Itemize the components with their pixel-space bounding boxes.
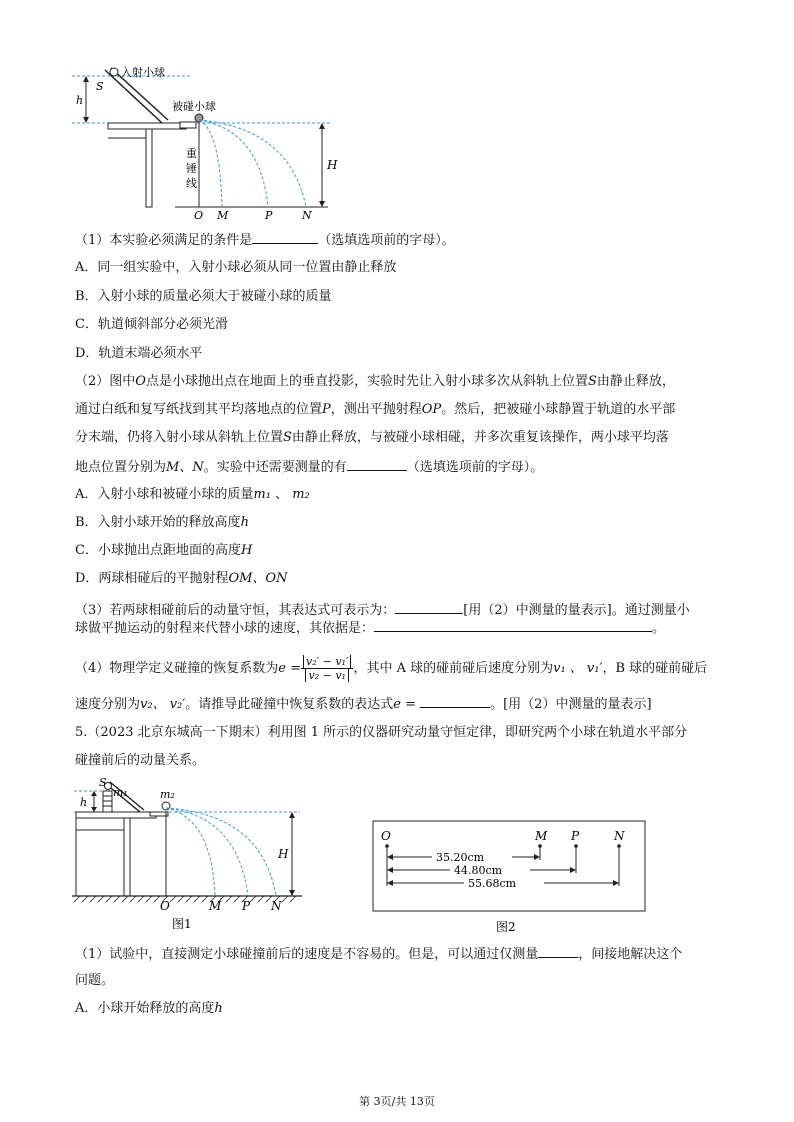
q3-line-1: （3）若两球相碰前后的动量守恒，其表达式可表示为： [用（2）中测量的量表示]。通过测量小 [75, 599, 690, 621]
q2-line-1: （2）图中O点是小球抛出点在地面上的垂直投影，实验时先让入射小球多次从斜轨上位置S由静止释放， [75, 374, 675, 389]
q2-line-4: 地点位置分别为M、N。实验中还需要测量的有 （选填选项前的字母）。 [75, 456, 543, 478]
fig2-distance-OP: 44.80cm [454, 864, 503, 877]
q5-1-line-2: 问题。 [75, 973, 115, 988]
fig1-label-m2: m₂ [160, 788, 175, 801]
fig1-point-O: O [160, 899, 170, 913]
fig1-label-H: H [278, 847, 289, 861]
point-O: O [194, 209, 204, 220]
q2-option-d: D．两球相碰后的平抛射程OM、ON [75, 571, 288, 586]
label-plumb-1: 重 [186, 147, 197, 160]
label-H: H [327, 158, 338, 172]
fig1-label-h: h [80, 796, 88, 809]
fig2-caption: 图2 [496, 920, 516, 934]
q5-1-line-1: （1）试验中，直接测定小球碰撞前后的速度是不容易的。但是，可以通过仅测量 ，间接地解决这个 [75, 943, 682, 965]
q3-blank-1[interactable] [395, 599, 463, 614]
fig1-point-N: N [271, 899, 282, 913]
label-incident-ball: 入射小球 [121, 66, 165, 79]
label-plumb-2: 锤 [186, 162, 197, 175]
label-S: S [96, 80, 104, 93]
q2-option-a: A．入射小球和被碰小球的质量m₁ 、 m₂ [75, 487, 310, 502]
q2-option-b: B．入射小球开始的释放高度h [75, 515, 249, 530]
fig1-label-S: S [99, 776, 107, 789]
fig1-label-m1: m₁ [113, 786, 128, 799]
fig2-distance-OM: 35.20cm [436, 851, 485, 864]
label-plumb-3: 线 [186, 177, 197, 190]
point-P: P [265, 209, 273, 220]
q2-line-2: 通过白纸和复写纸找到其平均落地点的位置P，测出平抛射程OP。然后，把被碰小球静置于轨道的水平部 [75, 402, 676, 417]
q1-option-b: B．入射小球的质量必须大于被碰小球的质量 [75, 289, 332, 304]
q1-option-a: A．同一组实验中，入射小球必须从同一位置由静止释放 [75, 260, 397, 275]
q5-1-option-a: A．小球开始释放的高度h [75, 1001, 223, 1016]
p5-line-1: 5.（2023 北京东城高一下期末）利用图 1 所示的仪器研究动量守恒定律，即研究两个小球在轨道水平部分 [75, 725, 688, 740]
q2-blank[interactable] [347, 456, 407, 471]
fig2-point-O: O [381, 829, 391, 843]
q1-blank[interactable] [252, 229, 318, 244]
label-h: h [76, 94, 84, 107]
q2-line-3: 分末端，仍将入射小球从斜轨上位置S由静止释放，与被碰小球相碰，并多次重复该操作，两小球平均落 [75, 430, 669, 445]
q2-option-c: C．小球抛出点距地面的高度H [75, 543, 253, 558]
top-apparatus-figure [70, 60, 350, 220]
label-target-ball: 被碰小球 [172, 100, 216, 113]
figure-2 [370, 818, 650, 938]
q4-line-2: 速度分别为v₂、 v₂′。请推导此碰撞中恢复系数的表达式e = 。[用（2）中测量的量表示] [75, 693, 652, 715]
q1-option-d: D．轨道末端必须水平 [75, 346, 203, 361]
q3-blank-2[interactable] [374, 617, 652, 632]
fig2-point-M: M [535, 829, 548, 843]
fig2-distance-ON: 55.68cm [468, 877, 517, 890]
q4-line-1: （4）物理学定义碰撞的恢复系数为e = $\frac{\text{v₂′ − v₁′}}{\text{v₂ − v₁}}$ ，其中 A 球的碰前碰后速度分别为v₁ 、 v₁′，B 球的碰前碰后 [75, 655, 708, 682]
fig1-caption: 图1 [172, 917, 192, 931]
fig1-point-P: P [242, 899, 251, 913]
point-N: N [302, 209, 312, 220]
point-M: M [217, 209, 229, 220]
p5-line-2: 碰撞前后的动量关系。 [75, 753, 206, 768]
q1-stem: （1）本实验必须满足的条件是 （选填选项前的字母）。 [75, 229, 455, 251]
q1-option-c: C．轨道倾斜部分必须光滑 [75, 317, 228, 332]
figure-1 [70, 776, 310, 936]
fig2-point-P: P [571, 829, 580, 843]
page-footer: 第 3页/共 13页 [359, 1095, 435, 1108]
q3-line-2: 球做平抛运动的射程来代替小球的速度，其依据是： 。 [75, 617, 665, 639]
fig2-point-N: N [614, 829, 625, 843]
restitution-fraction: $\frac{\text{v₂′ − v₁′}}{\text{v₂ − v₁}}$ [301, 655, 353, 682]
q4-blank[interactable] [420, 693, 490, 708]
q5-1-blank[interactable] [538, 943, 578, 958]
fig1-point-M: M [209, 899, 222, 913]
